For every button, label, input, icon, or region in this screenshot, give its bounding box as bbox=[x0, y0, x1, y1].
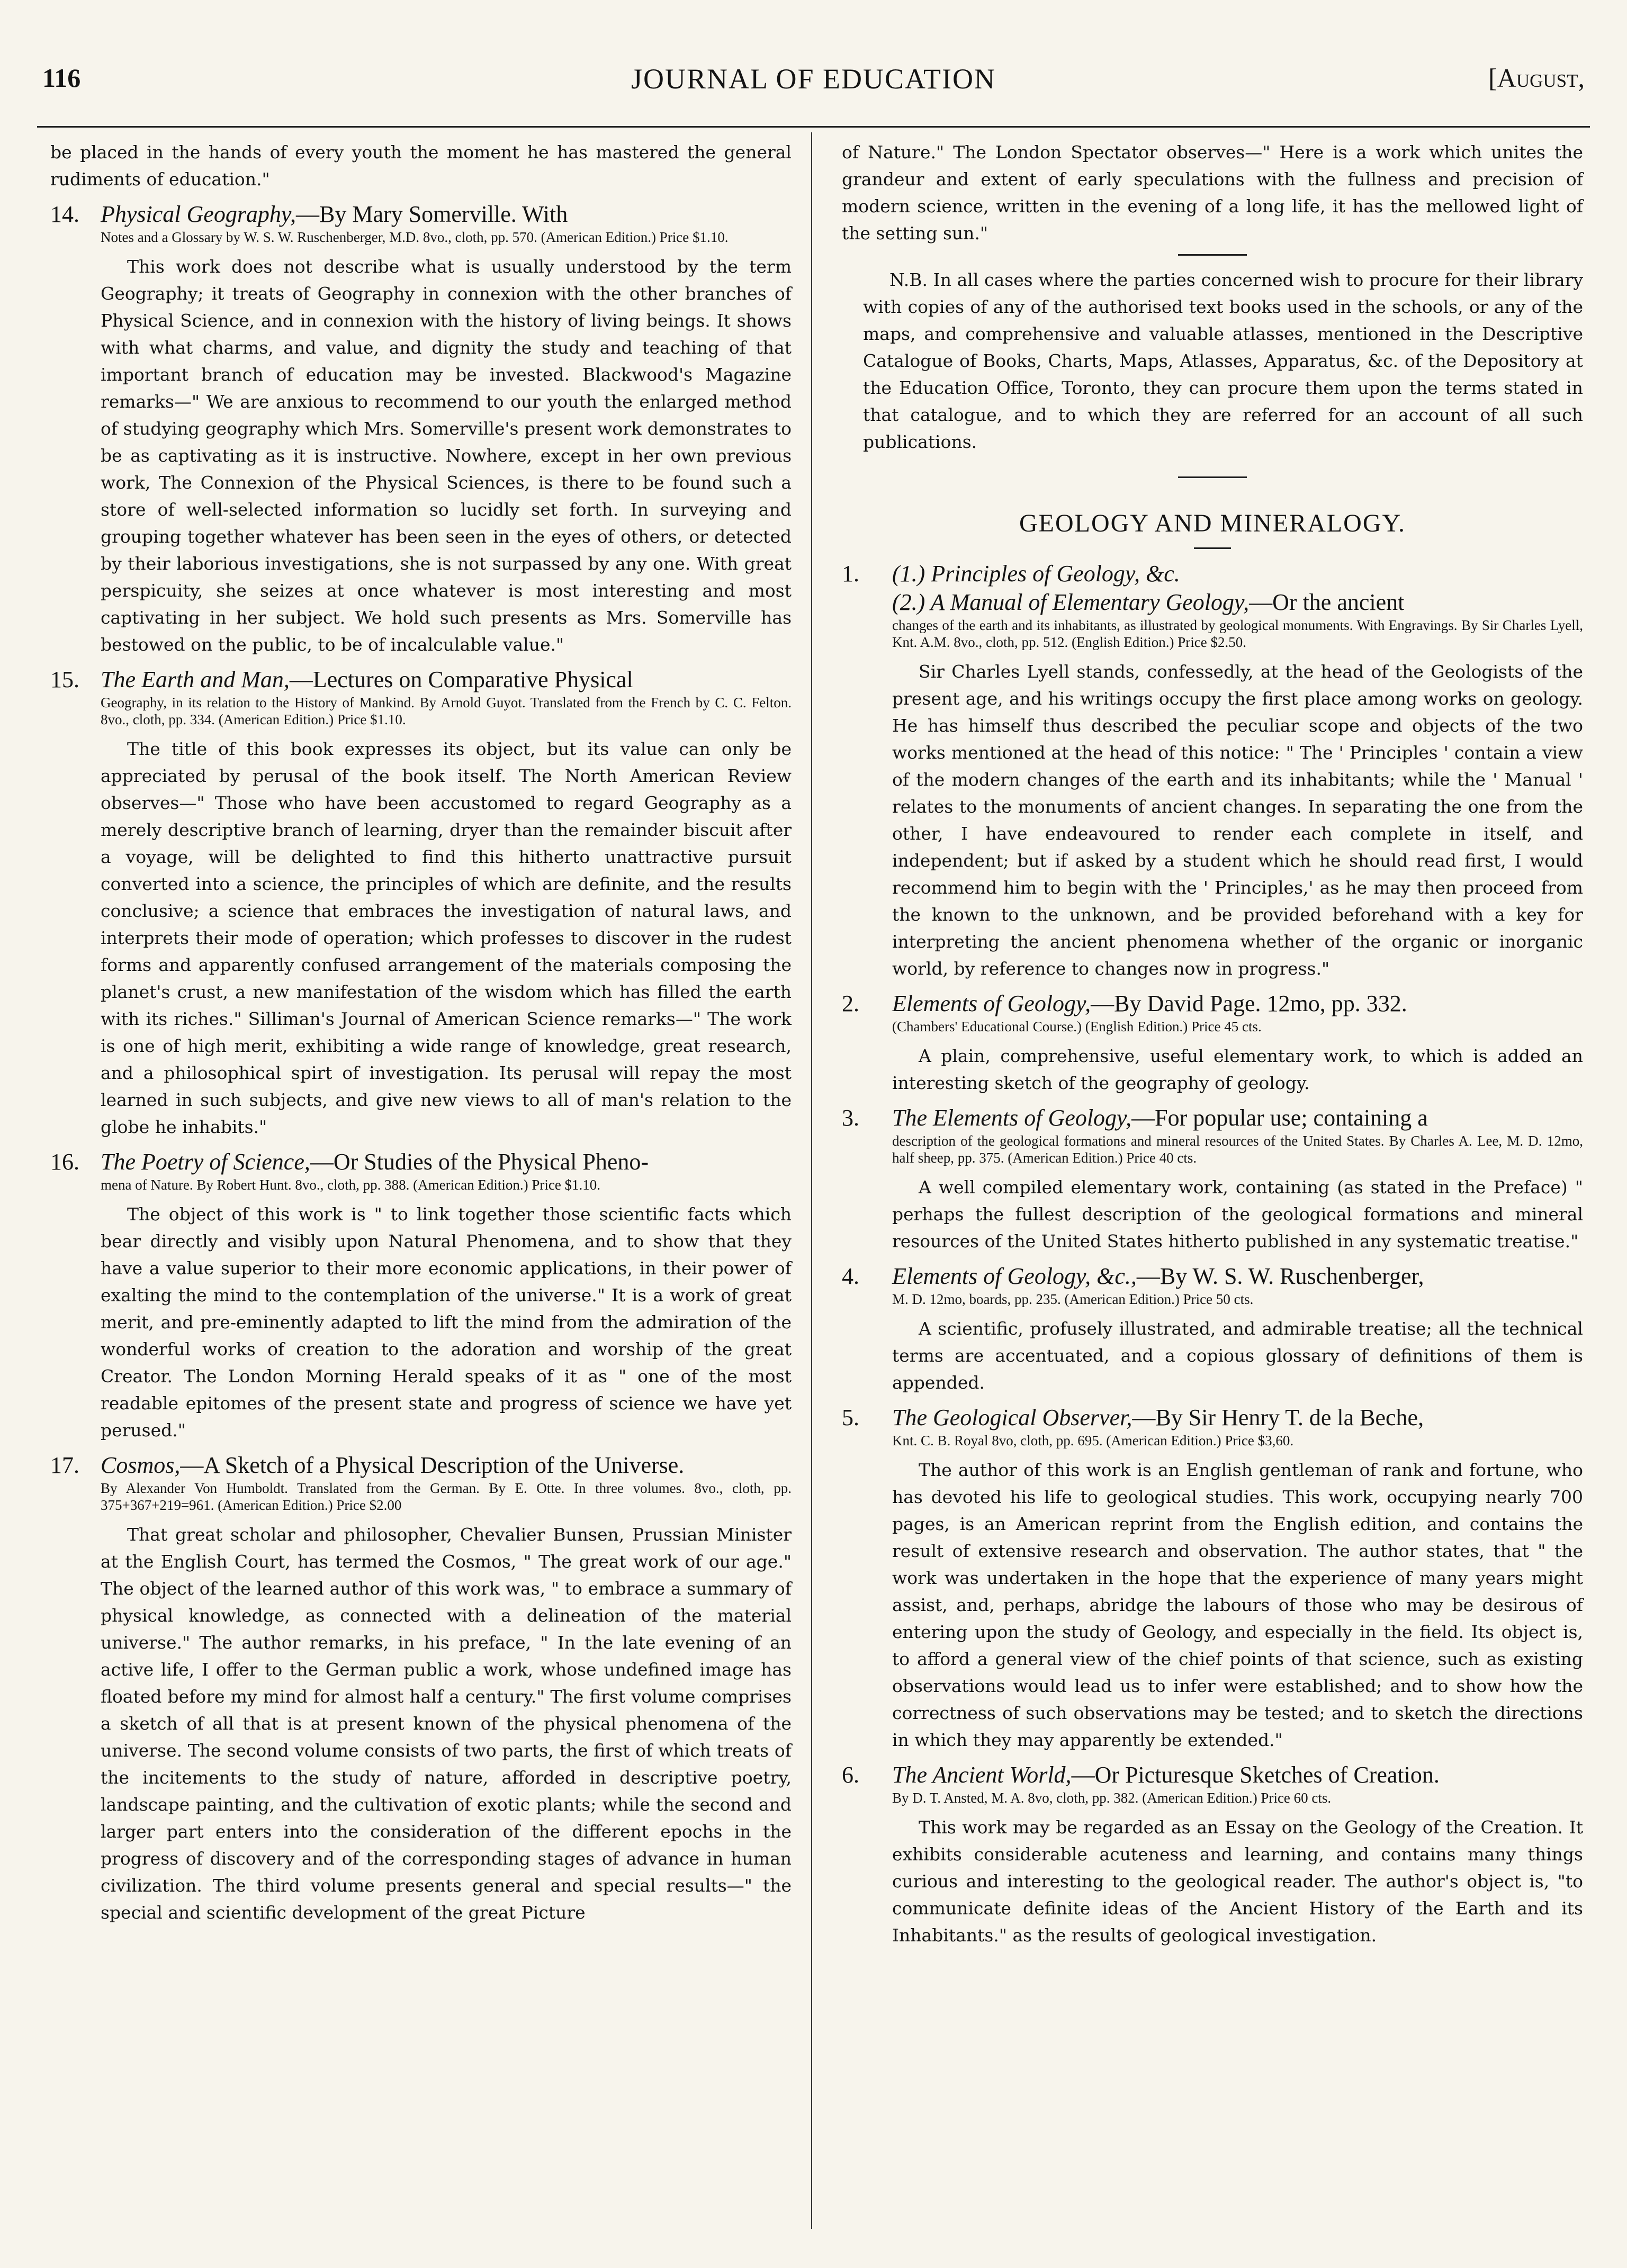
entry-heading bbox=[842, 1104, 1583, 1132]
book-entry-4 bbox=[842, 1262, 1583, 1396]
entry-number: 6. bbox=[842, 1762, 859, 1788]
entry-review: That great scholar and philosopher, Chevalier Bunsen, Prussian Minister at the English Court, has termed the Cosmos, " The great work of our age." The object of the learned author of this work was, " to embrace a summary of physical knowledge, as connected with a delineation of the material universe." The author remarks, in his preface, " In the late evening of an active life, I offer to the German public a work, whose undefined image has floated before my mind for almost half a century." The first volume comprises a sketch of all that is at present known of the physical phenomena of the universe. The second volume consists of two parts, the first of which treats of the incitements to the study of nature, afforded in descriptive poetry, landscape painting, and the cultivation of exotic plants; while the second and larger part enters into the consideration of the different epochs in the progress of discovery and of the corresponding stages of advance in human civilization. The third volume presents general and special results—" the special and scientific development of the great Picture bbox=[101, 1524, 792, 1923]
entry-subtitle: —By Sir Henry T. de la Beche, bbox=[1132, 1405, 1424, 1430]
entry-heading bbox=[50, 665, 792, 694]
entry-meta: Notes and a Glossary by W. S. W. Ruschenberger, M.D. 8vo., cloth, pp. 570. (American Edition.) Price $1.10. bbox=[101, 229, 729, 245]
entry-meta: By D. T. Ansted, M. A. 8vo, cloth, pp. 382. (American Edition.) Price 60 cts. bbox=[892, 1790, 1332, 1806]
entry-review: The title of this book expresses its object, but its value can only be appreciated by perusal of the book itself. The North American Review observes—" Those who have been accustomed to regard Geography as a merely descriptive branch of learning, dryer than the remainder biscuit after a voyage, will be delighted to find this hitherto unattractive pursuit converted into a science, the principles of which are definite, and the results conclusive; a science that embraces the investigation of natural laws, and interprets their mode of operation; which professes to discover in the rudest forms and apparently confused arrangement of the materials composing the planet's crust, a new manifestation of the wisdom which has filled the earth with its riches." Silliman's Journal of American Science remarks—" The work is one of high merit, exhibiting a wide range of knowledge, great research, and a philosophical spirt of investigation. Its perusal will repay the most learned in such subjects, and give new views to all of man's relation to the globe he inhabits." bbox=[101, 739, 792, 1137]
page-number: 116 bbox=[42, 63, 81, 93]
entry-subtitle: —For popular use; containing a bbox=[1131, 1105, 1428, 1131]
entry-heading bbox=[842, 1262, 1583, 1291]
entry-subtitle: —Lectures on Comparative Physical bbox=[289, 667, 633, 692]
book-entry-2 bbox=[842, 989, 1583, 1096]
continuation-text: be placed in the hands of every youth the moment he has mastered the general rudiments of education." bbox=[50, 142, 792, 190]
entry-subtitle: —Or the ancient bbox=[1249, 589, 1405, 615]
entry-meta: M. D. 12mo, boards, pp. 235. (American Edition.) Price 50 cts. bbox=[892, 1291, 1254, 1307]
entry-heading bbox=[842, 1761, 1583, 1789]
divider-rule bbox=[1178, 476, 1247, 478]
journal-title: JOURNAL OF EDUCATION bbox=[631, 63, 996, 95]
book-entry-1 bbox=[842, 560, 1583, 982]
book-entry-14 bbox=[50, 200, 792, 658]
entry-title: Elements of Geology, &c., bbox=[892, 1263, 1137, 1289]
entry-review: Sir Charles Lyell stands, confessedly, at the head of the Geologists of the present age, and his writings occupy the first place among works on geology. He has himself thus described the peculiar scope and objects of the two works mentioned at the head of this notice: " The ' Principles ' contain a view of the modern changes of the earth and its inhabitants; while the ' Manual ' relates to the monuments of ancient changes. In separating the one from the other, I have endeavoured to render each complete in itself, and independent; but if asked by a student which he should read first, I would recommend him to begin with the ' Principles,' as he may then proceed from the known to the unknown, and be provided beforehand with a key for interpreting the ancient phenomena whether of the organic or inorganic world, by reference to changes now in progress." bbox=[892, 661, 1583, 979]
entry-number: 1. bbox=[842, 561, 859, 587]
entry-number: 14. bbox=[50, 201, 79, 227]
entry-title: The Geological Observer, bbox=[892, 1405, 1132, 1430]
column-divider bbox=[811, 132, 812, 2229]
divider-rule bbox=[1194, 547, 1231, 549]
header-rule bbox=[37, 126, 1590, 128]
right-column bbox=[842, 139, 1583, 1953]
entry-number: 5. bbox=[842, 1405, 859, 1430]
entry-title: The Ancient World, bbox=[892, 1762, 1072, 1788]
entry-meta: description of the geological formations and mineral resources of the United States. By Charles A. Lee, M. D. 12mo, half sheep, pp. 375. (American Edition.) Price 40 cts. bbox=[892, 1133, 1583, 1166]
entry-meta: changes of the earth and its inhabitants, as illustrated by geological monuments. With Engravings. By Sir Charles Lyell, Knt. A.M. 8vo., cloth, pp. 512. (English Edition.) Price $2.50. bbox=[892, 617, 1583, 650]
entry-title: Elements of Geology, bbox=[892, 991, 1091, 1016]
entry-number: 2. bbox=[842, 991, 859, 1016]
entry-subtitle: —By David Page. 12mo, pp. 332. bbox=[1091, 991, 1407, 1016]
entry-review: A plain, comprehensive, useful elementary work, to which is added an interesting sketch of the geography of geology. bbox=[892, 1046, 1583, 1093]
left-column bbox=[50, 139, 792, 1930]
entry-heading bbox=[842, 1403, 1583, 1432]
entry-meta: Knt. C. B. Royal 8vo, cloth, pp. 695. (American Edition.) Price $3,60. bbox=[892, 1433, 1294, 1448]
book-entry-15 bbox=[50, 665, 792, 1140]
entry-title: (1.) Principles of Geology, &c. bbox=[892, 561, 1180, 587]
entry-meta: mena of Nature. By Robert Hunt. 8vo., cloth, pp. 388. (American Edition.) Price $1.10. bbox=[101, 1177, 601, 1193]
page-header bbox=[37, 62, 1590, 121]
entry-number: 15. bbox=[50, 667, 79, 692]
book-entry-6 bbox=[842, 1761, 1583, 1949]
entry-heading bbox=[50, 1451, 792, 1480]
entry-heading-2 bbox=[892, 588, 1583, 617]
entry-number: 16. bbox=[50, 1149, 79, 1175]
entry-review: The author of this work is an English gentleman of rank and fortune, who has devoted his life to geological studies. This work, occupying nearly 700 pages, is an American reprint from the English edition, and contains the result of extensive research and observation. The author states, that " the work was undertaken in the hope that the experience of many years might assist, and, perhaps, abridge the labours of those who may be desirous of entering upon the study of Geology, and especially in the field. Its object is, to afford a general view of the chief points of that science, such as existing observations would lead us to infer were established; and to show how the correctness of such observations may be tested; and to sketch the directions in which they may apparently be extended." bbox=[892, 1460, 1583, 1750]
book-entry-3 bbox=[842, 1104, 1583, 1255]
entry-heading bbox=[50, 200, 792, 229]
entry-review: A scientific, profusely illustrated, and admirable treatise; all the technical terms are accentuated, and a copious glossary of definitions of them is appended. bbox=[892, 1318, 1583, 1393]
entry-title: Cosmos, bbox=[101, 1452, 181, 1478]
entry-heading bbox=[842, 989, 1583, 1018]
entry-title-2: (2.) A Manual of Elementary Geology, bbox=[892, 589, 1250, 615]
entry-meta: Geography, in its relation to the History of Mankind. By Arnold Guyot. Translated from the French by C. C. Felton. 8vo., cloth, pp. 334. (American Edition.) Price $1.10. bbox=[101, 695, 792, 727]
book-entry-16 bbox=[50, 1148, 792, 1444]
entry-title: Physical Geography, bbox=[101, 201, 296, 227]
entry-title: The Poetry of Science, bbox=[101, 1149, 310, 1175]
entry-subtitle: —A Sketch of a Physical Description of the Universe. bbox=[180, 1452, 685, 1478]
entry-subtitle: —Or Picturesque Sketches of Creation. bbox=[1071, 1762, 1440, 1788]
entry-subtitle: —By W. S. W. Ruschenberger, bbox=[1136, 1263, 1424, 1289]
section-heading: GEOLOGY AND MINERALOGY. bbox=[1019, 509, 1406, 537]
entry-heading bbox=[842, 560, 1583, 588]
entry-review: The object of this work is " to link together those scientific facts which bear directly and visibly upon Natural Phenomena, and to show that they have a value superior to their more economic applications, in their power of exalting the mind to the contemplation of the universe." It is a work of great merit, and pre-eminently adapted to lift the mind from the admiration of the wonderful works of creation to the adoration and worship of the great Creator. The London Morning Herald speaks of it as " one of the most readable epitomes of the present state and progress of science we have yet perused." bbox=[101, 1204, 792, 1441]
entry-meta: By Alexander Von Humboldt. Translated from the German. By E. Otte. In three volumes. 8vo., cloth, pp. 375+367+219=961. (American Edition.) Price $2.00 bbox=[101, 1480, 792, 1513]
entry-title: The Elements of Geology, bbox=[892, 1105, 1132, 1131]
continuation-text: of Nature." The London Spectator observes—" Here is a work which unites the grandeur and extent of early speculations with the fullness and precision of modern science, written in the evening of a long life, it has the mellowed light of the setting sun." bbox=[842, 142, 1583, 244]
divider-rule bbox=[1178, 254, 1247, 256]
entry-number: 3. bbox=[842, 1105, 859, 1131]
entry-subtitle: —Or Studies of the Physical Pheno- bbox=[310, 1149, 649, 1175]
entry-heading bbox=[50, 1148, 792, 1176]
book-entry-17 bbox=[50, 1451, 792, 1926]
entry-review: This work may be regarded as an Essay on the Geology of the Creation. It exhibits considerable acuteness and learning, and contains many things curious and interesting to the geological reader. The author's object is, "to communicate definite ideas of the Ancient History of the Earth and its Inhabitants." as the results of geological investigation. bbox=[892, 1817, 1583, 1946]
nb-notice: N.B. In all cases where the parties concerned wish to procure for their library with copies of any of the authorised text books used in the schools, or any of the maps, and comprehensive and valuable atlasses, mentioned in the Descriptive Catalogue of Books, Charts, Maps, Atlasses, Apparatus, &c. of the Depository at the Education Office, Toronto, they can procure them upon the terms stated in that catalogue, and to which they are referred for an account of all such publications. bbox=[863, 269, 1583, 452]
entry-review: This work does not describe what is usually understood by the term Geography; it treats of Geography in connexion with the other branches of Physical Science, and in connexion with the history of living beings. It shows with what charms, and value, and dignity the study and teaching of that important branch of education may be invested. Blackwood's Magazine remarks—" We are anxious to recommend to our youth the enlarged method of studying geography which Mrs. Somerville's present work demonstrates to be as captivating as it is instructive. Nowhere, except in her own previous work, The Connexion of the Physical Sciences, is there to be found such a store of well-selected information so lucidly set forth. In surveying and grouping together whatever has been seen in the eyes of others, or detected by their laborious investigations, she is not surpassed by any one. With great perspicuity, she seizes at once whatever is most interesting and most captivating in her subject. We hold such presents as Mrs. Somerville has bestowed on the public, to be of incalculable value." bbox=[101, 256, 792, 655]
entry-title: The Earth and Man, bbox=[101, 667, 290, 692]
entry-number: 17. bbox=[50, 1452, 79, 1478]
entry-subtitle: —By Mary Somerville. With bbox=[296, 201, 568, 227]
entry-review: A well compiled elementary work, containing (as stated in the Preface) " perhaps the fullest description of the geological formations and mineral resources of the United States hitherto published in any systematic treatise." bbox=[892, 1177, 1583, 1252]
issue-date: [August, bbox=[1488, 63, 1585, 93]
book-entry-5 bbox=[842, 1403, 1583, 1753]
entry-number: 4. bbox=[842, 1263, 859, 1289]
entry-meta: (Chambers' Educational Course.) (English Edition.) Price 45 cts. bbox=[892, 1019, 1262, 1034]
